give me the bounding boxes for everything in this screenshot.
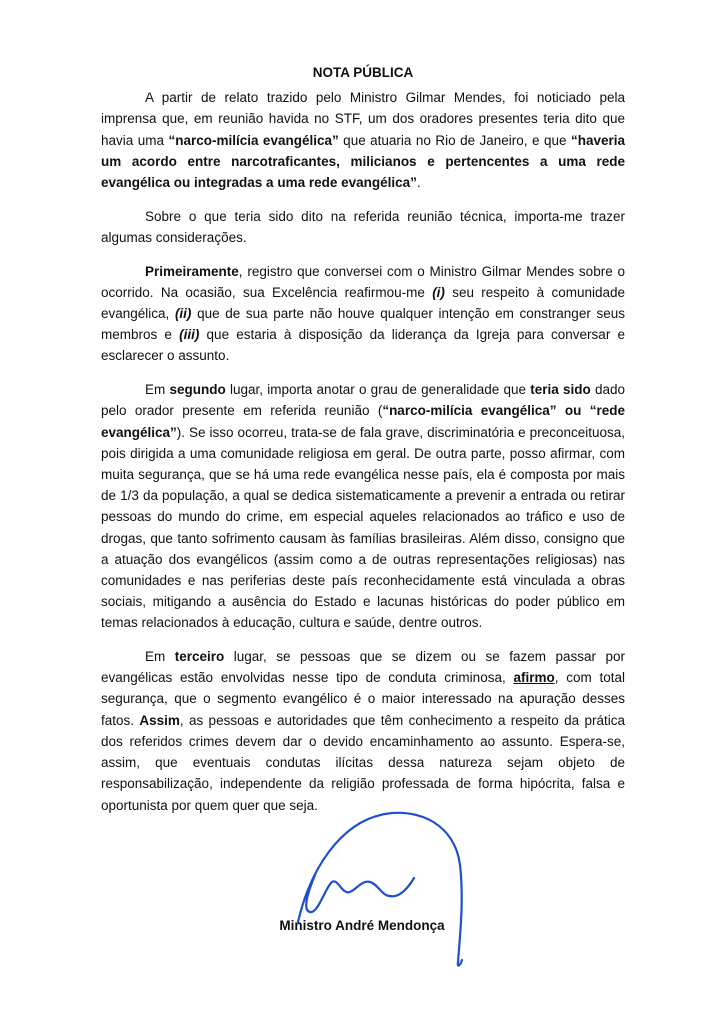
paragraph-1 (101, 87, 625, 193)
p3-text-b: , registro que conversei com o Ministro Gilmar Mendes sobre o ocorrido. Na ocasião, sua Excelência reafirmou-me (101, 263, 625, 300)
p4-text-a: Em (145, 382, 170, 398)
p2-text: Sobre o que teria sido dito na referida reunião técnica, importa-me trazer algumas considerações. (101, 208, 625, 245)
p3-text-f: que de sua parte não houve qualquer intenção em constranger seus membros e (101, 306, 625, 343)
signatory-name: Ministro André Mendonça (279, 918, 445, 933)
p3-bold-primeiramente: Primeiramente (145, 263, 239, 279)
signature-stroke-tail (390, 878, 414, 896)
p3-item-iii: (iii) (179, 327, 200, 343)
handwritten-signature (290, 800, 480, 975)
p5-text-e: , com total segurança, que o segmento evangélico é o maior interessado na apuração desses fatos. (101, 670, 626, 728)
paragraph-4 (101, 379, 625, 633)
p4-text-c: lugar, importa anotar o grau de generalidade que (225, 382, 531, 398)
paragraph-3 (101, 261, 625, 367)
p4-text-e: dado pelo orador presente em referida reunião ( (101, 382, 625, 419)
p5-text-g: , as pessoas e autoridades que têm conhecimento a respeito da prática dos referidos crimes devem dar o devido encaminhamento ao assunto. Espera-se, assim, que eventuais condutas ilícitas dessa natureza sejam objeto de responsabilização, independente da religião professada de forma hipócrita, falsa e oportunista por quem quer que seja. (101, 712, 625, 813)
p5-bold-terceiro: terceiro (174, 649, 225, 665)
document-body (101, 62, 625, 828)
p5-bold-assim: Assim (139, 712, 180, 728)
p1-bold-quote: “narco-milícia evangélica” (168, 132, 339, 148)
signature-stroke-loop (306, 875, 390, 912)
p5-text-a: Em (145, 649, 175, 665)
p1-text-c: que atuaria no Rio de Janeiro, e que (338, 132, 571, 148)
paragraph-5 (101, 646, 625, 816)
p3-text-h: que estaria à disposição da liderança da Igreja para conversar e esclarecer o assunto. (101, 327, 625, 364)
p1-text-e: . (416, 175, 421, 191)
p3-item-ii: (ii) (174, 306, 192, 322)
p5-text-c: lugar, se pessoas que se dizem ou se fazem passar por evangélicas estão envolvidas nesse tipo de conduta criminosa, (101, 649, 625, 686)
paragraph-2 (101, 206, 625, 248)
p3-item-i: (i) (432, 284, 445, 300)
p4-text-g: ). Se isso ocorreu, trata-se de fala grave, discriminatória e preconceituosa, pois dirigida a uma comunidade religiosa em geral. De outra parte, posso afirmar, com muita segurança, que se há uma rede evangélica nesse país, ela é composta por mais de 1/3 da população, a qual se dedica sistematicamente a prevenir a entrada ou retirar pessoas do mundo do crime, em especial aqueles relacionados ao tráfico e uso de drogas, que tanto sofrimento causam às famílias brasileiras. Além disso, consigno que a atuação dos evangélicos (assim como a de outras representações religiosas) nas comunidades e nas periferias deste país reconhecidamente está vinculada a obras sociais, mitigando a ausência do Estado e lacunas históricas do poder público em temas relacionados à educação, cultura e saúde, dentre outros. (101, 424, 625, 631)
document-title: NOTA PÚBLICA (312, 65, 414, 80)
p4-bold-quote: “narco-milícia evangélica” ou “rede evangélica” (101, 403, 625, 440)
p4-bold-teria-sido: teria sido (530, 382, 591, 398)
p5-bold-afirmo: afirmo (513, 670, 555, 686)
p1-bold-quote-2: “haveria um acordo entre narcotraficantes, milicianos e pertencentes a uma rede evangélica ou integradas a uma rede evangélica” (101, 132, 625, 191)
p1-text-a: A partir de relato trazido pelo Ministro Gilmar Mendes, foi noticiado pela imprensa que, em reunião havida no STF, um dos oradores presentes teria dito que havia uma (101, 90, 625, 148)
p3-text-d: seu respeito à comunidade evangélica, (101, 284, 625, 322)
p4-bold-segundo: segundo (169, 382, 226, 398)
